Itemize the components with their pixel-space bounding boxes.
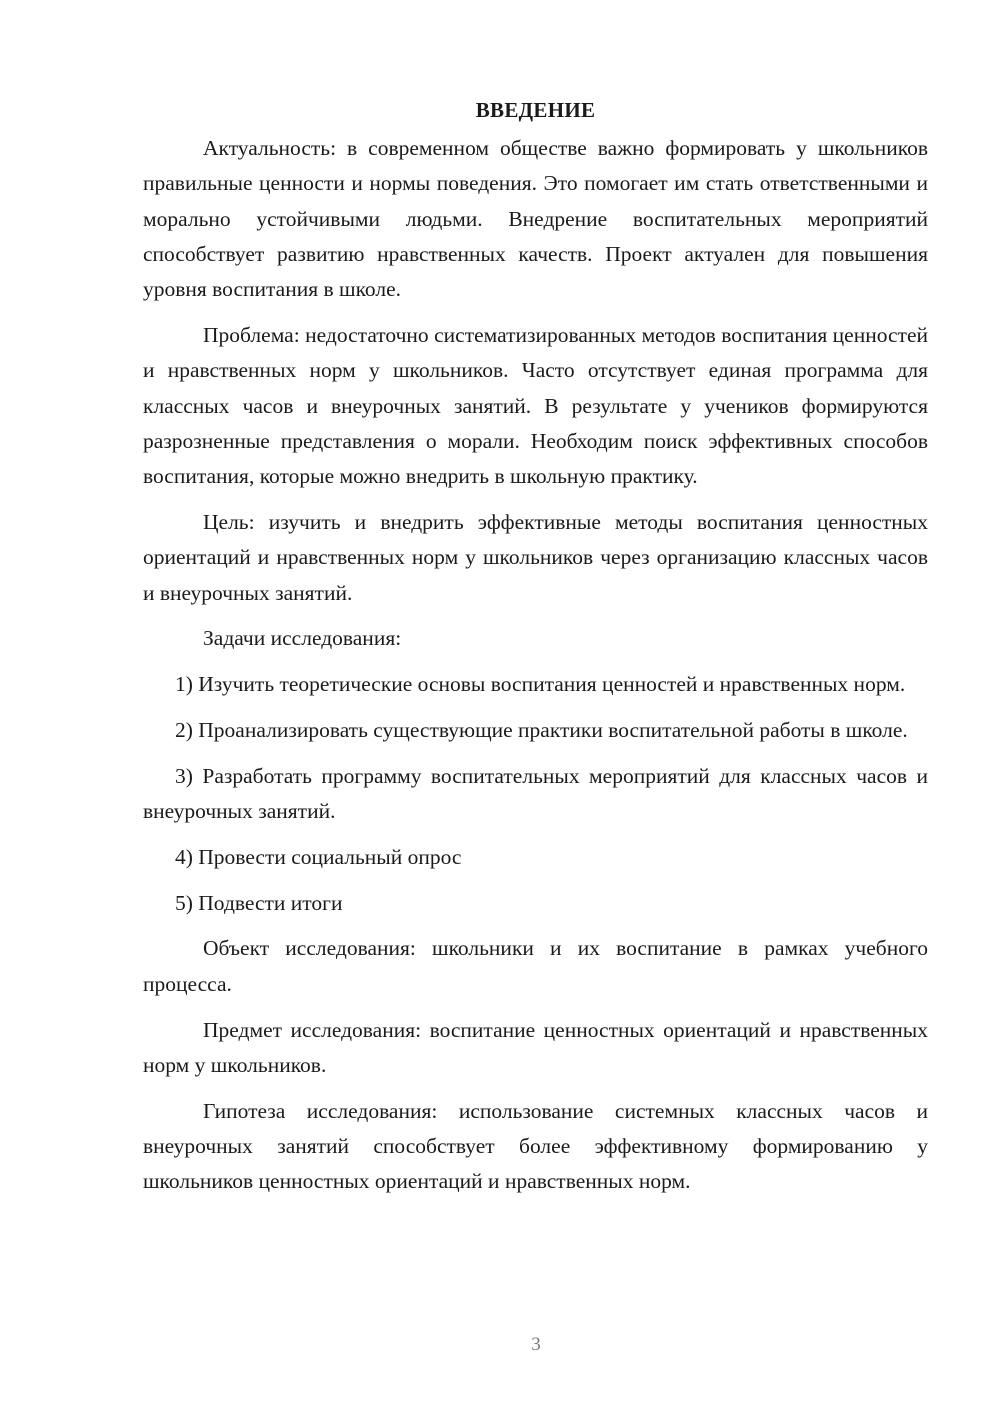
- task-item-3: 3) Разработать программу воспитательных мероприятий для классных часов и внеурочных занятий.: [143, 763, 928, 824]
- object-paragraph: Объект исследования: школьники и их воспитание в рамках учебного процесса.: [143, 936, 928, 996]
- problem-paragraph: Проблема: недостаточно систематизированных методов воспитания ценностей и нравственных норм у школьников. Часто отсутствует единая программа для классных часов и внеурочных занятий. В результате у учеников формируются разрозненные представления о морали. Необходим поиск эффективных способов воспитания, которые можно внедрить в школьную практику.: [143, 322, 928, 489]
- hypothesis-paragraph: Гипотеза исследования: использование системных классных часов и внеурочных занятий способствует более эффективному формированию у школьников ценностных ориентаций и нравственных норм.: [143, 1098, 928, 1194]
- task-item-4: 4) Провести социальный опрос: [175, 844, 462, 869]
- subject-paragraph: Предмет исследования: воспитание ценностных ориентаций и нравственных норм у школьников.: [143, 1017, 928, 1077]
- tasks-heading: Задачи исследования:: [203, 626, 402, 651]
- task-item-5: 5) Подвести итоги: [175, 890, 343, 915]
- relevance-paragraph: Актуальность: в современном обществе важно формировать у школьников правильные ценности и нормы поведения. Это помогает им стать ответственными и морально устойчивыми людьми. Внедрение воспитательных мероприятий способствует развитию нравственных качеств. Проект актуален для повышения уровня воспитания в школе.: [143, 136, 928, 302]
- document-page: [143, 94, 928, 1200]
- page-title: ВВЕДЕНИЕ: [475, 98, 596, 122]
- goal-paragraph: Цель: изучить и внедрить эффективные методы воспитания ценностных ориентаций и нравственных норм у школьников через организацию классных часов и внеурочных занятий.: [143, 509, 928, 605]
- task-item-2: 2) Проанализировать существующие практики воспитательной работы в школе.: [175, 717, 908, 742]
- page-number: 3: [531, 1334, 541, 1355]
- task-item-1: 1) Изучить теоретические основы воспитания ценностей и нравственных норм.: [175, 672, 906, 697]
